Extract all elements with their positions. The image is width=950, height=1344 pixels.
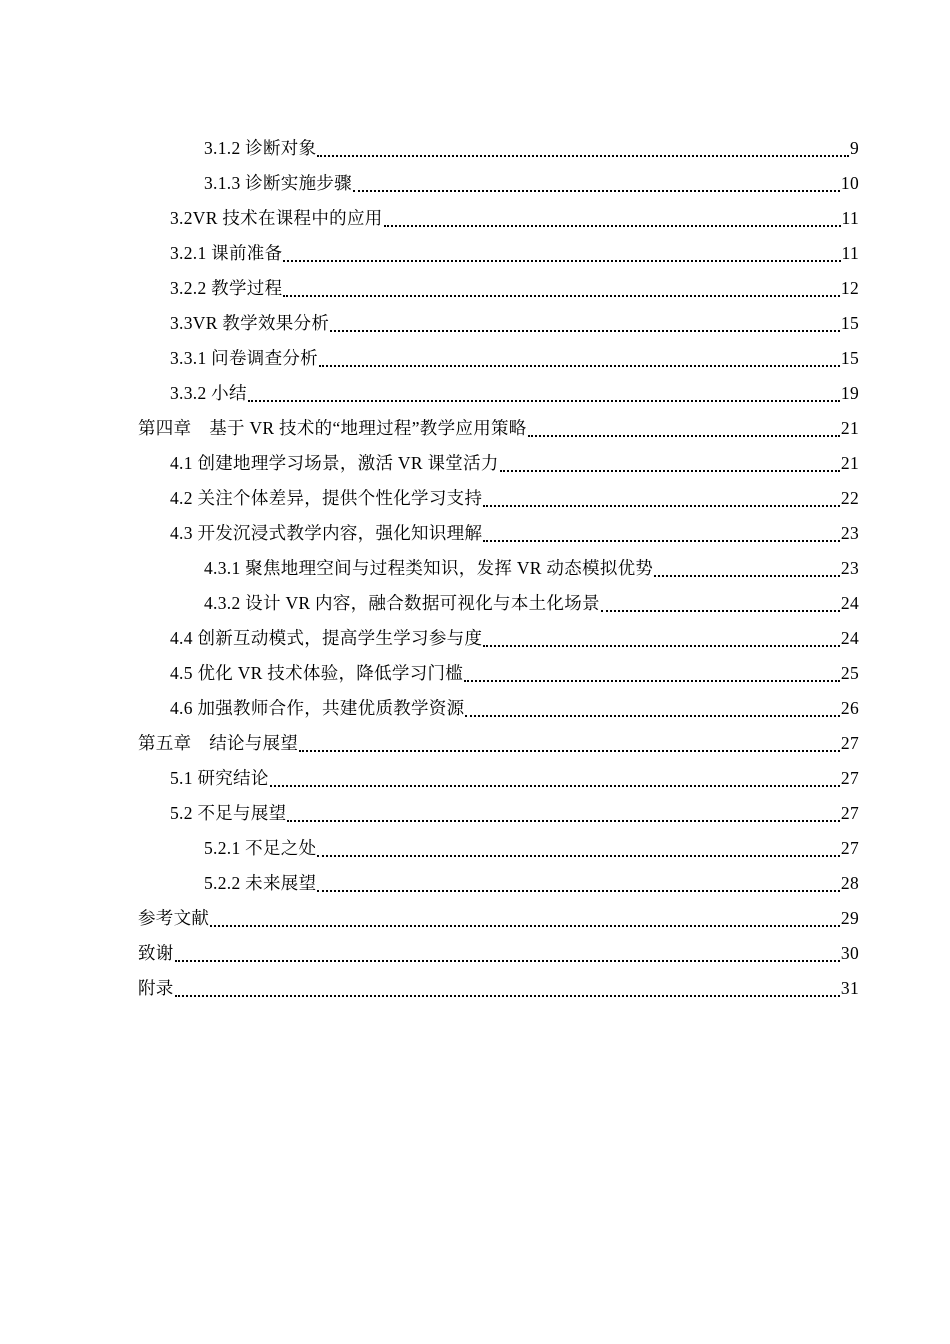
toc-page-number: 24 [840, 593, 859, 613]
dot-leader [654, 574, 840, 577]
dot-leader [319, 364, 840, 367]
toc-entry-title: 3.1.3 诊断实施步骤 [204, 173, 352, 193]
dot-leader [483, 539, 840, 542]
dot-leader [483, 644, 840, 647]
toc-entry-title: 致谢 [138, 943, 174, 963]
toc-entry[interactable] [0, 691, 950, 726]
toc-page-number: 21 [840, 453, 859, 473]
dot-leader [270, 784, 840, 787]
toc-page-number: 30 [840, 943, 859, 963]
toc-entry[interactable] [0, 796, 950, 831]
toc-entry-title: 4.4 创新互动模式，提高学生学习参与度 [170, 628, 483, 648]
toc-entry[interactable] [0, 201, 950, 236]
toc-entry[interactable] [0, 586, 950, 621]
toc-entry-title: 5.2 不足与展望 [170, 803, 287, 823]
toc-entry-title: 附录 [138, 978, 174, 998]
dot-leader [283, 259, 840, 262]
toc-entry[interactable] [0, 481, 950, 516]
toc-page-number: 26 [840, 698, 859, 718]
toc-entry[interactable] [0, 726, 950, 761]
toc-entry-title: 4.3.1 聚焦地理空间与过程类知识，发挥 VR 动态模拟优势 [204, 558, 654, 578]
toc-page-number: 15 [840, 313, 859, 333]
dot-leader [248, 399, 840, 402]
toc-page-number: 9 [849, 138, 859, 158]
toc-page-number: 21 [840, 418, 859, 438]
toc-entry[interactable] [0, 271, 950, 306]
toc-entry[interactable] [0, 131, 950, 166]
toc-entry-title: 3.3VR 教学效果分析 [170, 313, 330, 333]
toc-entry[interactable] [0, 866, 950, 901]
toc-entry[interactable] [0, 901, 950, 936]
dot-leader [500, 469, 840, 472]
toc-entry[interactable] [0, 166, 950, 201]
dot-leader [384, 224, 841, 227]
toc-page-number: 31 [840, 978, 859, 998]
dot-leader [464, 679, 840, 682]
toc-page-number: 12 [840, 278, 859, 298]
toc-entry[interactable] [0, 656, 950, 691]
toc-entry-title: 3.2.1 课前准备 [170, 243, 283, 263]
toc-page-number: 22 [840, 488, 859, 508]
toc-page-number: 23 [840, 523, 859, 543]
toc-entry-title: 5.2.1 不足之处 [204, 838, 317, 858]
dot-leader [353, 189, 840, 192]
toc-entry-title: 5.1 研究结论 [170, 768, 269, 788]
toc-page-number: 15 [840, 348, 859, 368]
dot-leader [465, 714, 839, 717]
toc-page-number: 24 [840, 628, 859, 648]
toc-page-number: 29 [840, 908, 859, 928]
toc-entry[interactable] [0, 236, 950, 271]
dot-leader [601, 609, 840, 612]
toc-page-number: 27 [840, 803, 859, 823]
toc-entry[interactable] [0, 621, 950, 656]
dot-leader [317, 154, 849, 157]
toc-entry[interactable] [0, 341, 950, 376]
toc-entry[interactable] [0, 971, 950, 1006]
toc-entry-title: 参考文献 [138, 908, 210, 928]
toc-entry-title: 4.3 开发沉浸式教学内容，强化知识理解 [170, 523, 483, 543]
toc-entry[interactable] [0, 376, 950, 411]
toc-entry-title: 5.2.2 未来展望 [204, 873, 317, 893]
toc-entry[interactable] [0, 936, 950, 971]
dot-leader [330, 329, 840, 332]
toc-page-number: 25 [840, 663, 859, 683]
toc-entry-title: 3.2.2 教学过程 [170, 278, 283, 298]
toc-entry-title: 3.1.2 诊断对象 [204, 138, 317, 158]
toc-page-number: 11 [841, 243, 859, 263]
toc-entry[interactable] [0, 551, 950, 586]
dot-leader [299, 749, 840, 752]
toc-entry[interactable] [0, 306, 950, 341]
dot-leader [483, 504, 840, 507]
dot-leader [210, 924, 840, 927]
toc-page-number: 19 [840, 383, 859, 403]
dot-leader [317, 889, 840, 892]
toc-entry[interactable] [0, 516, 950, 551]
toc-page-number: 28 [840, 873, 859, 893]
toc-entry-title: 4.1 创建地理学习场景，激活 VR 课堂活力 [170, 453, 499, 473]
dot-leader [287, 819, 839, 822]
toc-entry[interactable] [0, 446, 950, 481]
toc-entry-title: 4.2 关注个体差异，提供个性化学习支持 [170, 488, 483, 508]
toc-page-number: 27 [840, 768, 859, 788]
toc-entry[interactable] [0, 411, 950, 446]
toc-entry[interactable] [0, 761, 950, 796]
table-of-contents [0, 131, 950, 1006]
dot-leader [175, 959, 840, 962]
toc-entry-title: 4.3.2 设计 VR 内容，融合数据可视化与本土化场景 [204, 593, 600, 613]
toc-entry-title: 4.6 加强教师合作，共建优质教学资源 [170, 698, 465, 718]
toc-entry-title: 3.3.2 小结 [170, 383, 247, 403]
toc-entry[interactable] [0, 831, 950, 866]
dot-leader [175, 994, 840, 997]
dot-leader [528, 434, 840, 437]
dot-leader [283, 294, 840, 297]
toc-entry-title: 4.5 优化 VR 技术体验，降低学习门槛 [170, 663, 464, 683]
toc-entry-title: 第四章 基于 VR 技术的“地理过程”教学应用策略 [138, 418, 527, 438]
toc-entry-title: 3.3.1 问卷调查分析 [170, 348, 318, 368]
toc-page-number: 10 [840, 173, 859, 193]
toc-page-number: 27 [840, 733, 859, 753]
toc-page-number: 23 [840, 558, 859, 578]
dot-leader [317, 854, 840, 857]
toc-entry-title: 第五章 结论与展望 [138, 733, 299, 753]
toc-page-number: 11 [841, 208, 859, 228]
toc-entry-title: 3.2VR 技术在课程中的应用 [170, 208, 383, 228]
toc-page-number: 27 [840, 838, 859, 858]
